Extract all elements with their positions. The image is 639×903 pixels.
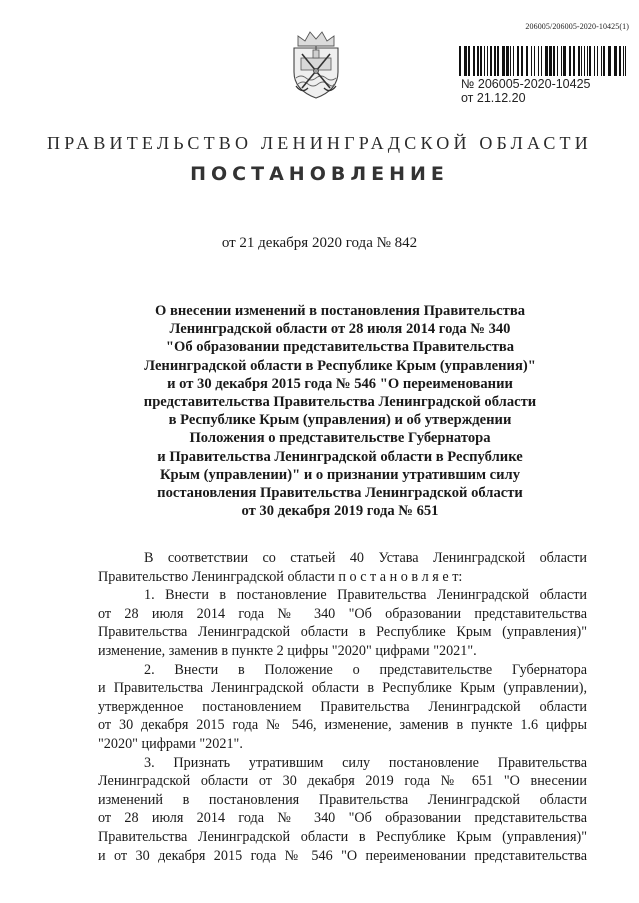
item-1-line: 1. Внести в постановление Правительства Ленинградской области	[144, 587, 587, 604]
heading-line: О внесении изменений в постановления Правительства	[154, 303, 526, 319]
heading-line: Положения о представительстве Губернатора	[189, 430, 491, 447]
registration-date: от 21.12.20	[461, 91, 526, 105]
item-3-line: и от 30 декабря 2015 года № 546 "О переименовании представительства	[98, 847, 587, 864]
resolution-date: от 21 декабря 2020 года № 842	[221, 235, 418, 251]
item-1-line: изменение, заменив в пункте 2 цифры "2020" цифрами "2021".	[98, 642, 477, 659]
item-2-line: утвержденное постановлением Правительства Ленинградской области	[98, 698, 587, 715]
barcode-icon	[459, 46, 627, 76]
resolution-heading	[140, 302, 540, 520]
preamble-text: Правительство Ленинградской области	[98, 568, 335, 585]
document-id: 206005/206005-2020-10425(1)	[525, 22, 629, 31]
preamble-line: В соответствии со статьей 40 Устава Ленинградской области	[144, 550, 587, 566]
document-type: ПОСТАНОВЛЕНИЕ	[190, 163, 449, 185]
item-3-line: от 28 июля 2014 года № 340 "Об образовании представительства	[98, 810, 587, 827]
item-2-line: "2020" цифрами "2021".	[98, 735, 243, 752]
item-2-line: 2. Внести в Положение о представительстве Губернатора	[144, 661, 587, 678]
item-2-line: и Правительства Ленинградской области в Республике Крым (управлении),	[98, 680, 587, 697]
registration-number: № 206005-2020-10425	[461, 77, 591, 91]
resolution-body	[98, 549, 587, 865]
item-3-line: Ленинградской области от 30 декабря 2019 года № 651 "О внесении	[98, 773, 587, 790]
resolves-word: п о с т а н о в л я е т:	[338, 568, 463, 585]
heading-line: и Правительства Ленинградской области в Республике	[157, 448, 523, 465]
item-2-line: от 30 декабря 2015 года № 546, изменение, заменив в пункте 1.6 цифры	[98, 717, 587, 734]
heading-line: постановления Правительства Ленинградской области	[157, 485, 523, 502]
item-3-line: Правительства Ленинградской области в Республике Крым (управления)"	[98, 828, 587, 845]
heading-line: от 30 декабря 2019 года № 651	[241, 503, 439, 520]
heading-line: в Республике Крым (управления) и об утверждении	[168, 412, 512, 429]
preamble-line	[98, 568, 587, 587]
heading-line: Ленинградской области от 28 июля 2014 года № 340	[169, 321, 511, 338]
heading-line: Ленинградской области в Республике Крым (управления)"	[144, 357, 536, 374]
heading-line: Крым (управлении)" и о признании утратившим силу	[159, 466, 521, 483]
government-title: ПРАВИТЕЛЬСТВО ЛЕНИНГРАДСКОЙ ОБЛАСТИ	[47, 133, 592, 153]
item-1-line: от 28 июля 2014 года № 340 "Об образовании представительства	[98, 605, 587, 622]
leningrad-oblast-coat-of-arms-icon	[288, 28, 344, 100]
item-1-line: Правительства Ленинградской области в Республике Крым (управления)"	[98, 624, 587, 641]
heading-line: и от 30 декабря 2015 года № 546 "О переименовании	[167, 375, 513, 392]
heading-line: "Об образовании представительства Правительства	[165, 339, 515, 356]
item-3-line: 3. Признать утратившим силу постановление Правительства	[144, 754, 587, 771]
heading-line: представительства Правительства Ленинградской области	[143, 394, 537, 411]
item-3-line: изменений в постановления Правительства Ленинградской области	[98, 791, 587, 808]
